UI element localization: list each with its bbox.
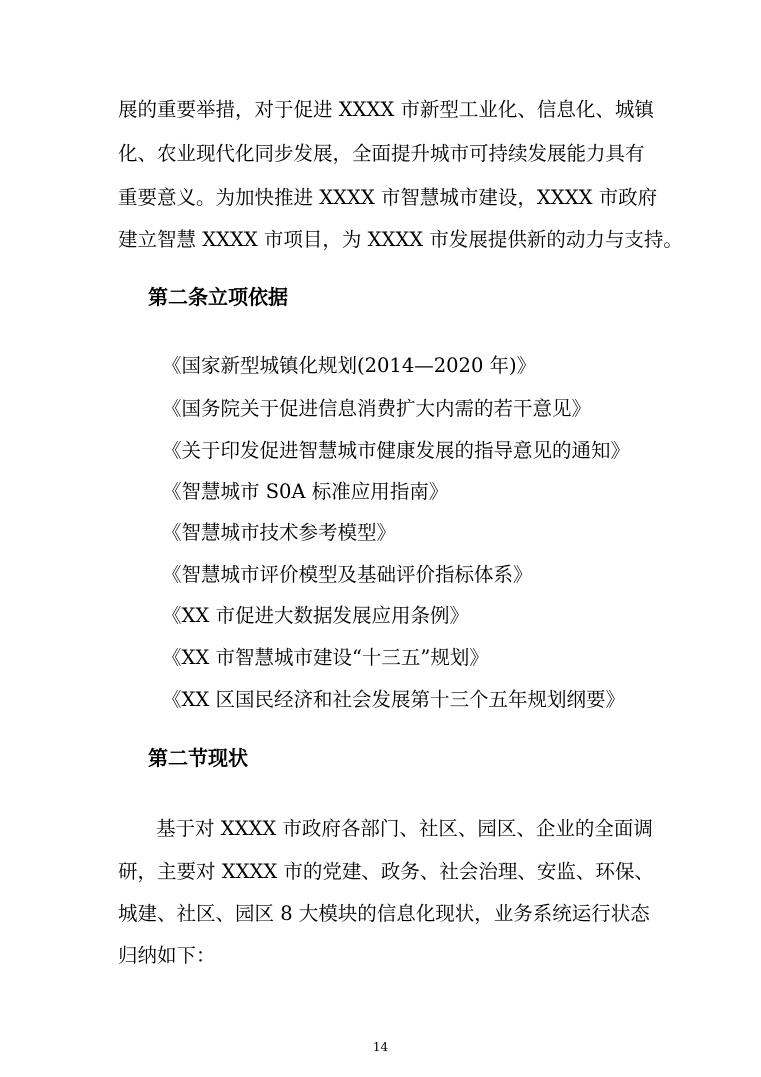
basis-item: 《国家新型城镇化规划(2014—2020 年)》 — [162, 354, 537, 377]
basis-item: 《XX 区国民经济和社会发展第十三个五年规划纲要》 — [162, 688, 625, 711]
basis-item: 《XX 市智慧城市建设“十三五”规划》 — [162, 646, 489, 669]
basis-item: 《智慧城市技术参考模型》 — [162, 521, 397, 544]
intro-line-1: 展的重要举措，对于促进 XXXX 市新型工业化、信息化、城镇 — [118, 98, 654, 121]
intro-line-4: 建立智慧 XXXX 市项目，为 XXXX 市发展提供新的动力与支持。 — [118, 228, 683, 251]
status-line-4: 归纳如下： — [118, 944, 216, 967]
intro-line-3: 重要意义。为加快推进 XXXX 市智慧城市建设，XXXX 市政府 — [118, 186, 658, 209]
intro-line-2: 化、农业现代化同步发展，全面提升城市可持续发展能力具有 — [118, 142, 645, 165]
basis-item: 《智慧城市 S0A 标准应用指南》 — [162, 480, 449, 503]
status-line-2: 研，主要对 XXXX 市的党建、政务、社会治理、安监、环保、 — [118, 860, 654, 883]
basis-item: 《关于印发促进智慧城市健康发展的指导意见的通知》 — [162, 439, 631, 462]
section-heading-basis: 第二条立项依据 — [148, 285, 288, 309]
basis-item: 《智慧城市评价模型及基础评价指标体系》 — [162, 563, 533, 586]
basis-item: 《XX 市促进大数据发展应用条例》 — [162, 604, 469, 627]
status-line-1: 基于对 XXXX 市政府各部门、社区、园区、企业的全面调 — [156, 817, 653, 840]
page-number: 14 — [372, 1040, 389, 1054]
section-heading-status: 第二节现状 — [148, 746, 248, 770]
status-line-3: 城建、社区、园区 8 大模块的信息化现状，业务系统运行状态 — [118, 902, 650, 925]
basis-item: 《国务院关于促进信息消费扩大内需的若干意见》 — [162, 397, 592, 420]
